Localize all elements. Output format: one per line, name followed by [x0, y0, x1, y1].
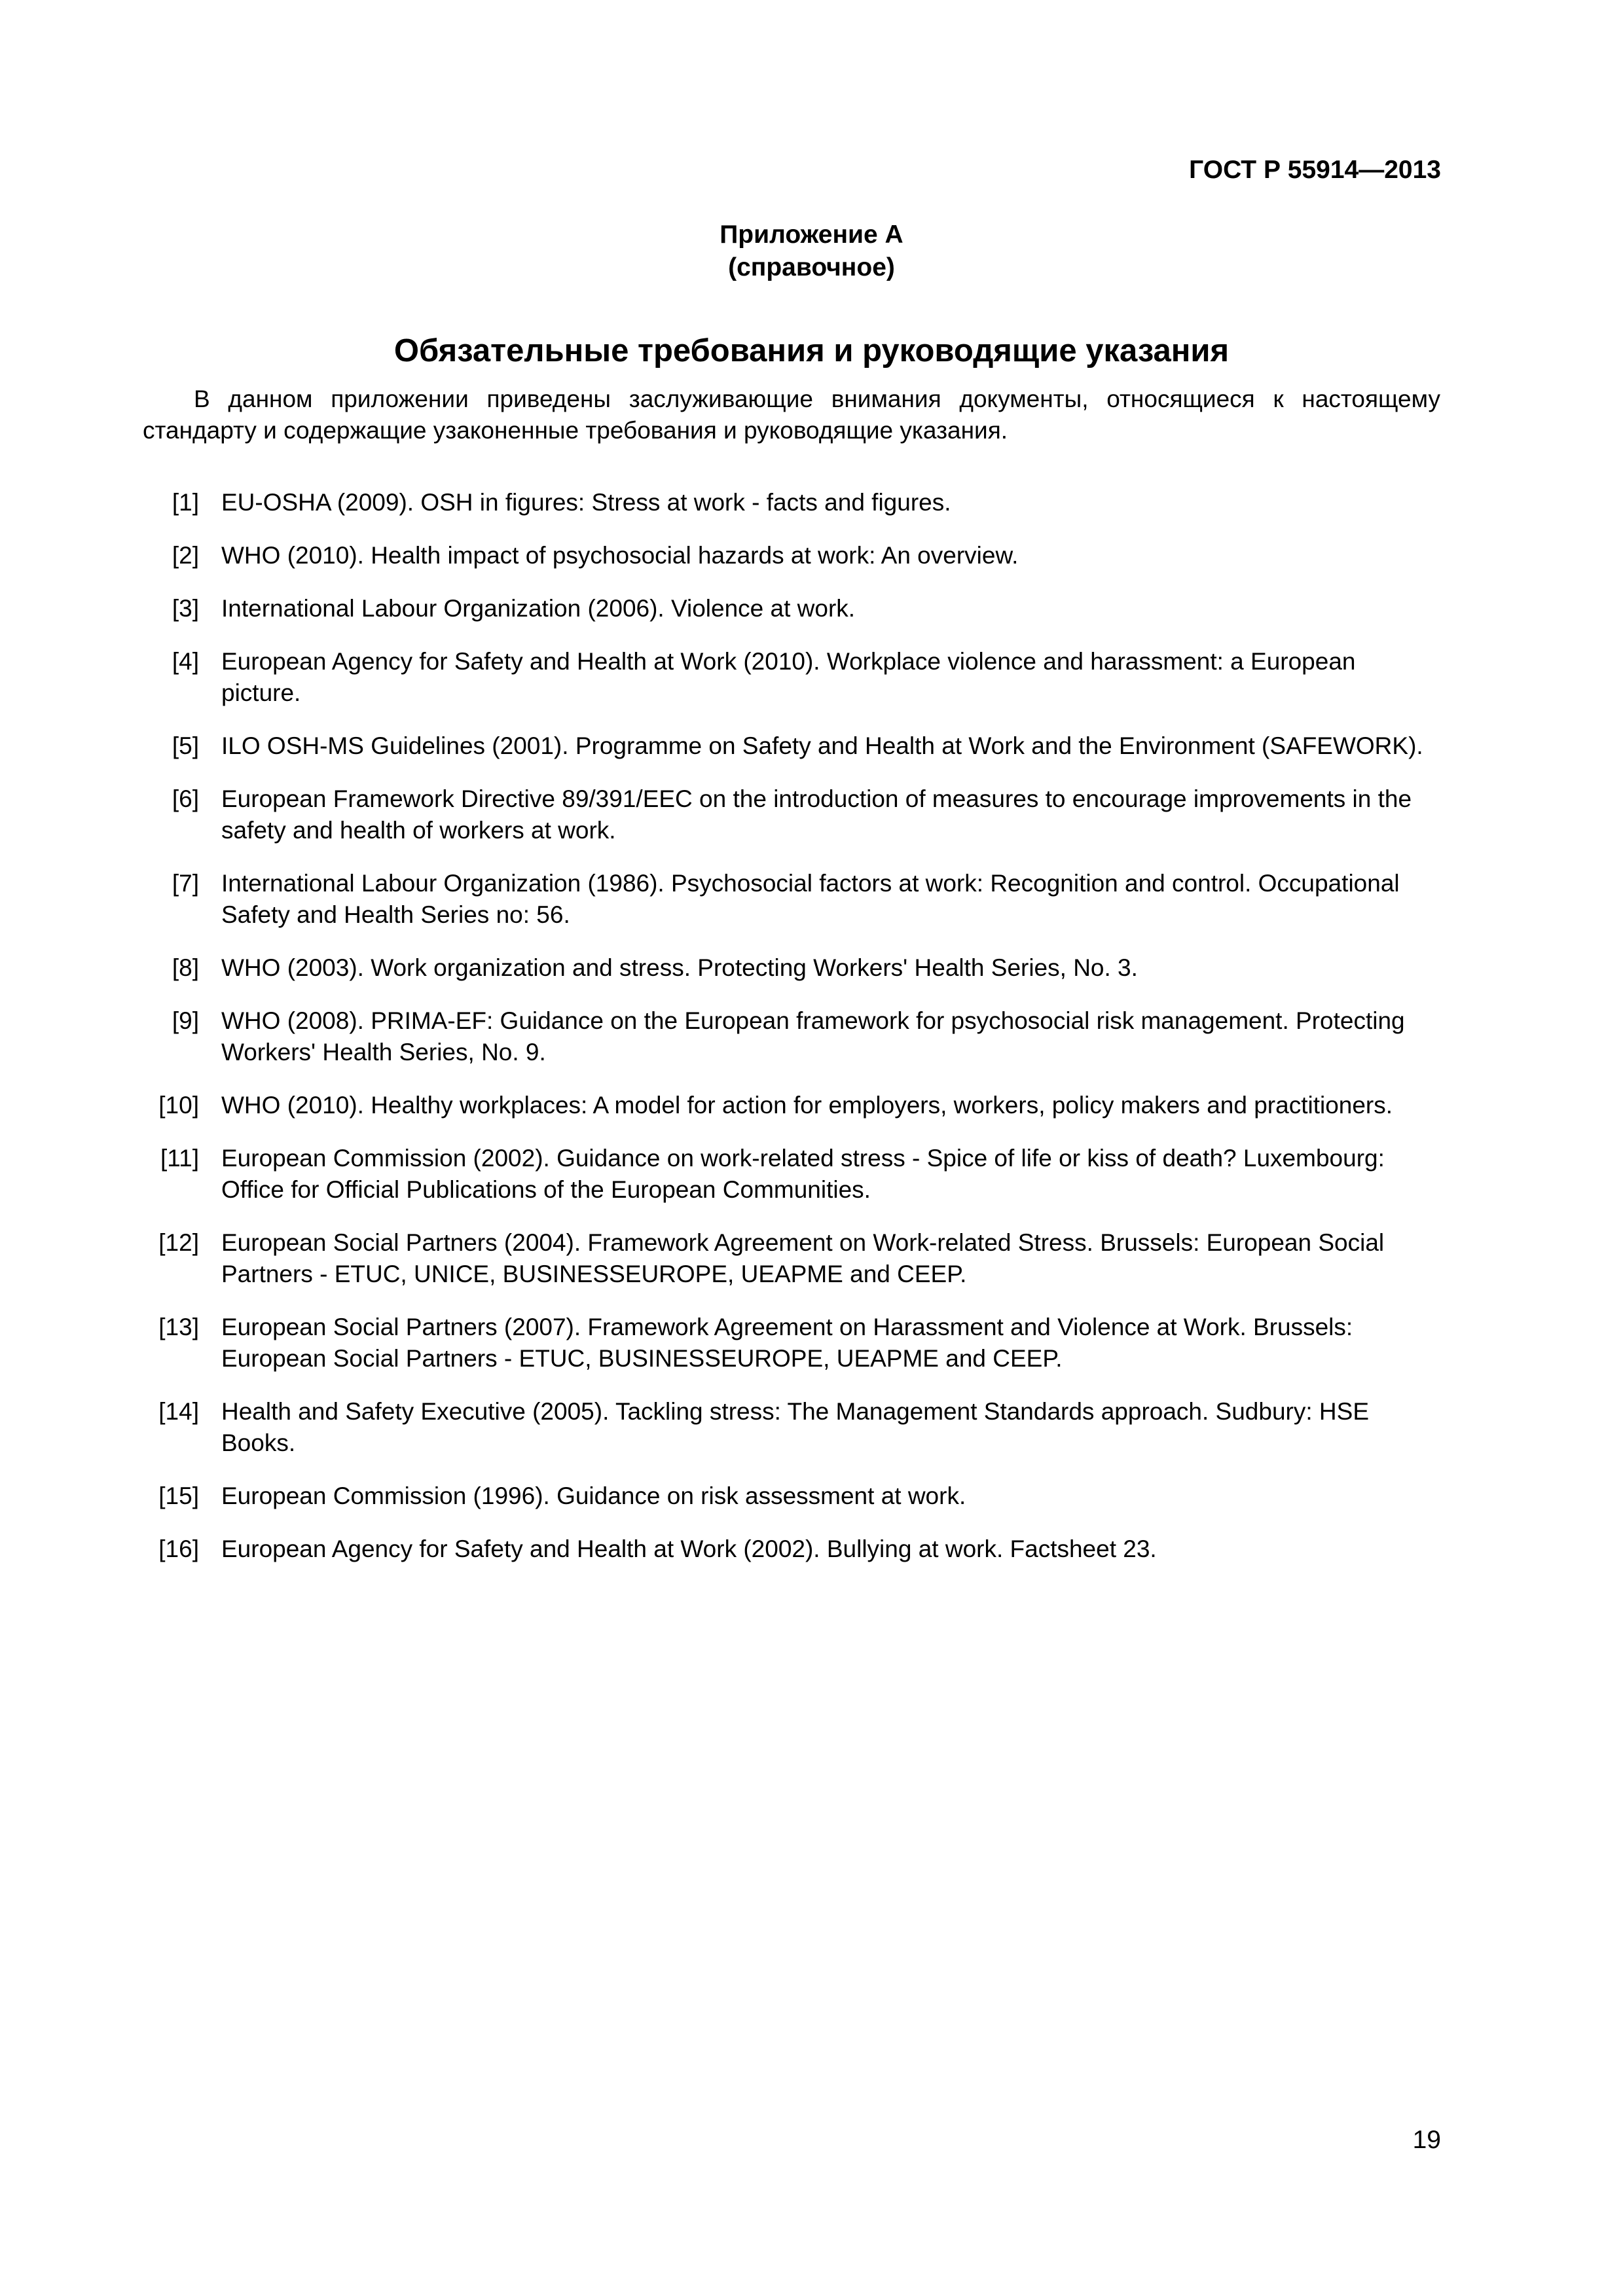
reference-item [136, 1480, 1439, 1512]
reference-item [136, 1227, 1439, 1290]
reference-text: European Commission (2002). Guidance on work-related stress - Spice of life or kiss of death? Luxembourg: Office for Official Publications of the European Communities. [221, 1145, 1385, 1203]
reference-item [136, 1312, 1439, 1374]
reference-text: ILO OSH-MS Guidelines (2001). Programme on Safety and Health at Work and the Environment (SAFEWORK). [221, 732, 1423, 759]
reference-text: WHO (2008). PRIMA-EF: Guidance on the European framework for psychosocial risk management. Protecting Workers' Health Series, No. 9. [221, 1007, 1405, 1066]
intro-paragraph: В данном приложении приведены заслуживающие внимания документы, относящиеся к настоящему стандарту и содержащие узаконенные требования и руководящие указания. [143, 386, 1440, 444]
reference-item [136, 593, 1439, 624]
reference-item [136, 1090, 1439, 1121]
reference-number: [4] [172, 648, 199, 675]
reference-text: European Commission (1996). Guidance on risk assessment at work. [221, 1482, 966, 1509]
reference-number: [3] [172, 595, 199, 622]
reference-item [136, 1143, 1439, 1206]
reference-item [136, 646, 1439, 709]
reference-number: [9] [172, 1007, 199, 1034]
reference-number: [6] [172, 785, 199, 812]
reference-number: [11] [160, 1145, 199, 1172]
reference-item [136, 868, 1439, 931]
reference-item [136, 783, 1439, 846]
page-number: 19 [1412, 2126, 1441, 2154]
reference-text: EU-OSHA (2009). OSH in figures: Stress at work - facts and figures. [221, 489, 951, 516]
reference-item [136, 487, 1439, 518]
standard-code: ГОСТ Р 55914—2013 [1189, 156, 1441, 184]
annex-subtitle: (справочное) [728, 253, 895, 281]
reference-text: WHO (2010). Healthy workplaces: A model for action for employers, workers, policy makers and practitioners. [221, 1092, 1393, 1119]
annex-title: Приложение А [720, 221, 903, 249]
reference-number: [15] [158, 1482, 199, 1509]
reference-number: [7] [172, 870, 199, 897]
reference-text: International Labour Organization (2006). Violence at work. [221, 595, 856, 622]
reference-number: [10] [158, 1092, 199, 1119]
reference-number: [8] [172, 954, 199, 981]
reference-number: [1] [172, 489, 199, 516]
reference-text: European Framework Directive 89/391/EEC on the introduction of measures to encourage improvements in the safety and health of workers at work. [221, 785, 1412, 844]
reference-item [136, 1534, 1439, 1565]
reference-number: [16] [158, 1535, 199, 1562]
reference-text: European Agency for Safety and Health at Work (2010). Workplace violence and harassment: a European picture. [221, 648, 1356, 706]
reference-item [136, 540, 1439, 571]
reference-item [136, 1005, 1439, 1068]
reference-number: [2] [172, 542, 199, 569]
reference-text: International Labour Organization (1986). Psychosocial factors at work: Recognition and control. Occupational Safety and Health Series no: 56. [221, 870, 1400, 928]
reference-number: [13] [158, 1314, 199, 1340]
reference-number: [5] [172, 732, 199, 759]
reference-text: European Agency for Safety and Health at Work (2002). Bullying at work. Factsheet 23. [221, 1535, 1157, 1562]
reference-number: [14] [158, 1398, 199, 1425]
reference-list [136, 487, 1439, 1587]
reference-text: Health and Safety Executive (2005). Tackling stress: The Management Standards approach. Sudbury: HSE Books. [221, 1398, 1370, 1456]
reference-item [136, 1396, 1439, 1459]
reference-text: WHO (2010). Health impact of psychosocial hazards at work: An overview. [221, 542, 1019, 569]
reference-text: European Social Partners (2004). Framework Agreement on Work-related Stress. Brussels: European Social Partners - ETUC, UNICE, BUSINESSEUROPE, UEAPME and CEEP. [221, 1229, 1385, 1287]
section-heading: Обязательные требования и руководящие указания [393, 333, 1230, 368]
reference-item [136, 730, 1439, 762]
reference-text: WHO (2003). Work organization and stress. Protecting Workers' Health Series, No. 3. [221, 954, 1138, 981]
reference-number: [12] [158, 1229, 199, 1256]
reference-text: European Social Partners (2007). Framework Agreement on Harassment and Violence at Work. Brussels: European Social Partners - ETUC, BUSINESSEUROPE, UEAPME and CEEP. [221, 1314, 1353, 1372]
reference-item [136, 952, 1439, 984]
